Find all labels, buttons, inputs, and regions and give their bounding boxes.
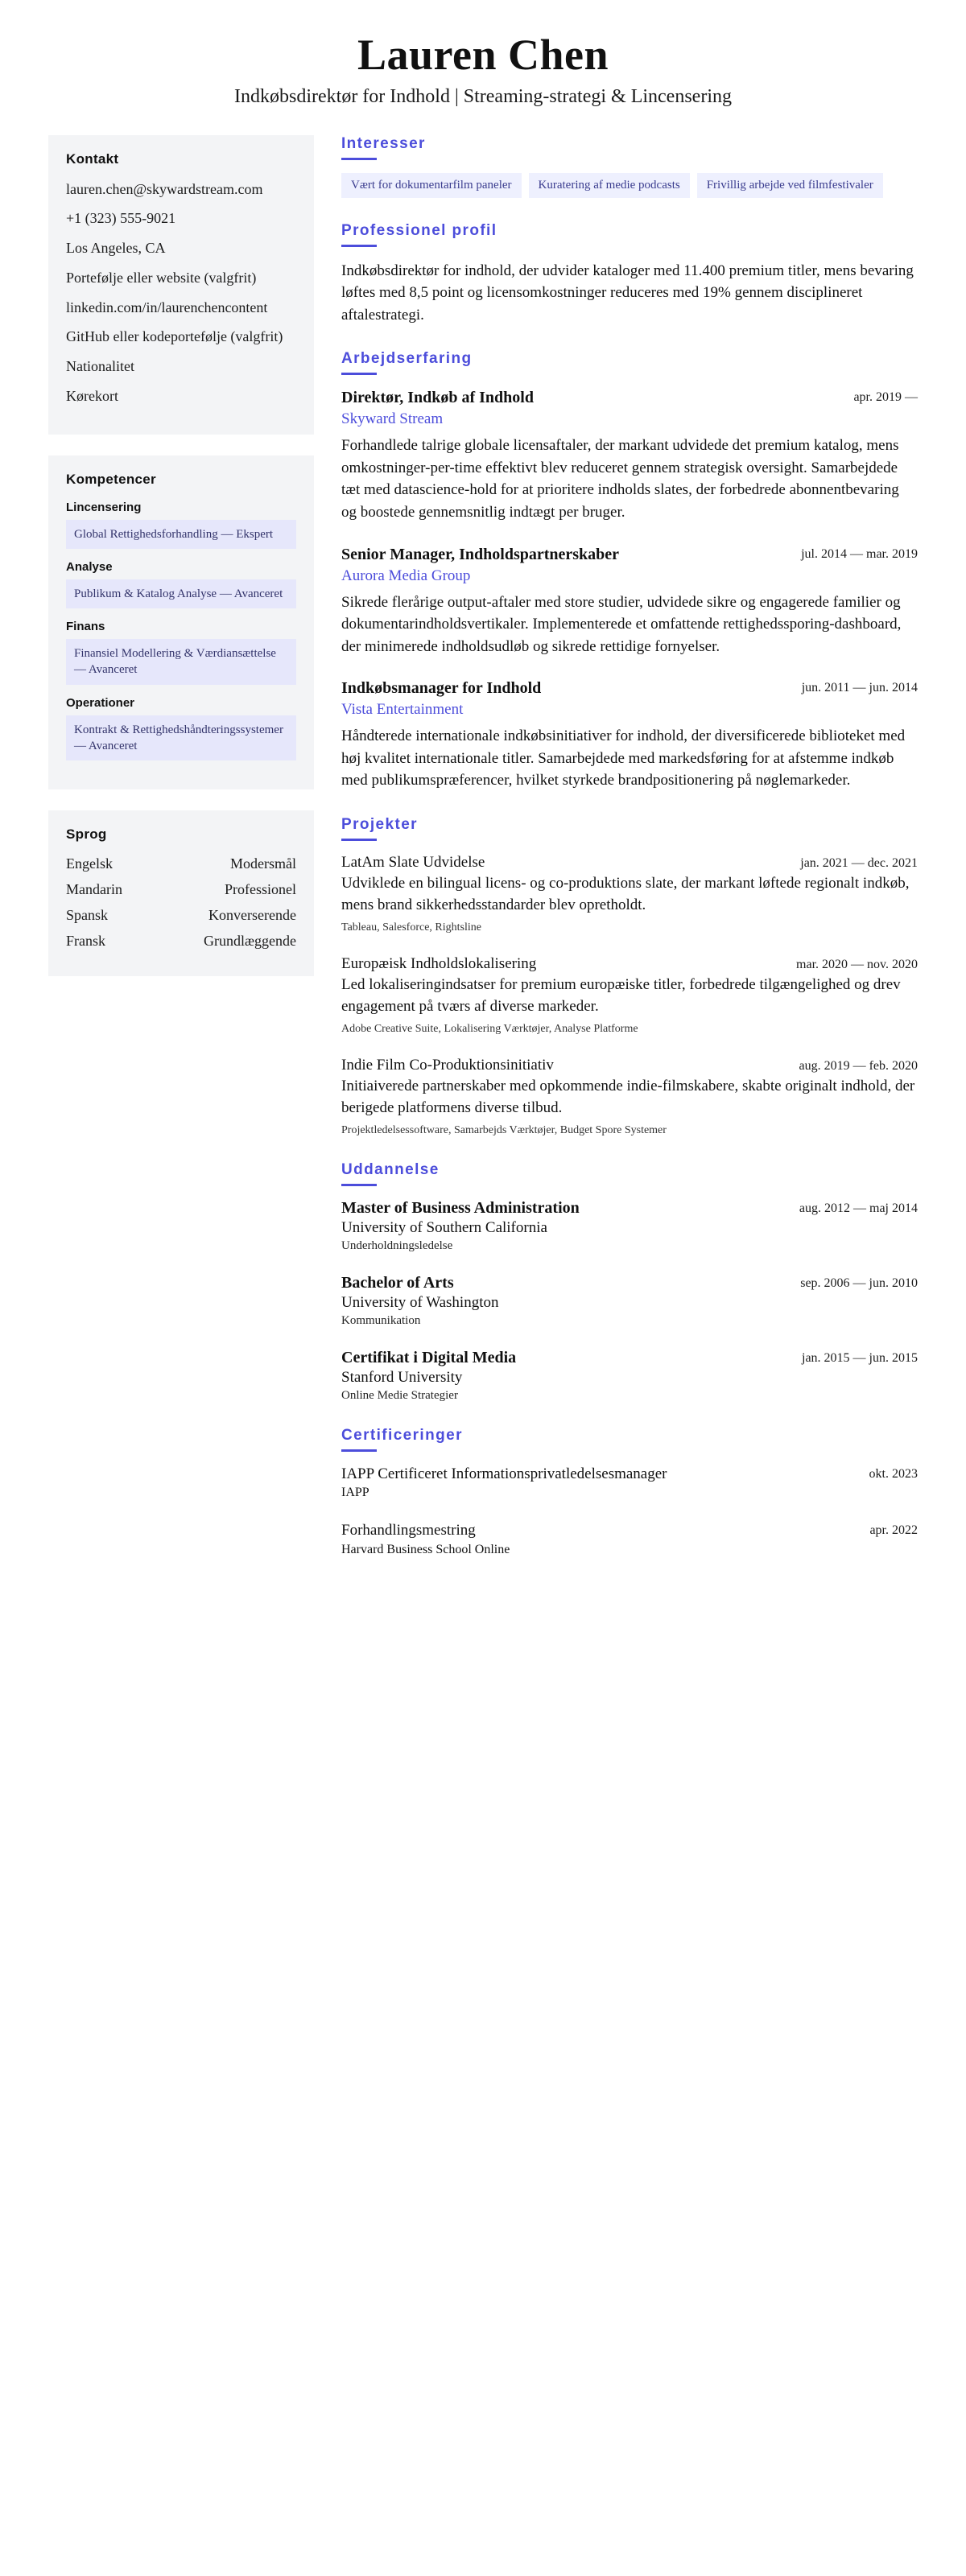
main-content — [341, 135, 918, 1581]
skill-chip: Finansiel Modellering & Værdiansættelse — Avanceret — [66, 639, 296, 685]
resume-header — [48, 32, 918, 108]
experience-date: apr. 2019 — — [853, 390, 918, 405]
skill-chip: Global Rettighedsforhandling — Ekspert — [66, 520, 296, 549]
skill-chip: Kontrakt & Rettighedshåndteringssystemer — Avanceret — [66, 715, 296, 761]
header-subtitle: Indkøbsdirektør for Indhold | Streaming-strategi & Lincensering — [234, 85, 732, 107]
contact-title: Kontakt — [66, 150, 119, 167]
skills-title: Kompetencer — [66, 471, 156, 487]
language-row — [66, 907, 296, 924]
skill-category: Analyse — [66, 559, 113, 574]
experience-company: Skyward Stream — [341, 410, 444, 428]
resume-body — [48, 135, 918, 1581]
contact-portfolio: Portefølje eller website (valgfrit) — [66, 269, 257, 286]
certification-name: IAPP Certificeret Informationsprivatledelsesmanager — [341, 1465, 667, 1482]
project-name: Indie Film Co-Produktionsinitiativ — [341, 1056, 554, 1074]
languages-title: Sprog — [66, 826, 107, 843]
language-level: Professionel — [225, 881, 296, 898]
project-entry-head — [341, 854, 918, 872]
section-rule — [341, 158, 377, 160]
education-date: aug. 2012 — maj 2014 — [799, 1201, 918, 1215]
skill-category: Finans — [66, 620, 105, 634]
education-entry — [341, 1349, 918, 1403]
experience-role: Indkøbsmanager for Indhold — [341, 679, 542, 698]
skill-group — [66, 696, 296, 761]
experience-date: jun. 2011 — jun. 2014 — [801, 681, 918, 695]
interest-tag: Frivillig arbejde ved filmfestivaler — [697, 173, 883, 198]
contact-email[interactable]: lauren.chen@skywardstream.com — [66, 180, 263, 197]
project-entry-head — [341, 955, 918, 973]
skill-group — [66, 560, 296, 608]
contact-location: Los Angeles, CA — [66, 240, 166, 257]
contact-driving-license: Kørekort — [66, 387, 118, 404]
project-date: mar. 2020 — nov. 2020 — [796, 957, 918, 971]
experience-entry — [341, 545, 918, 658]
experience-entry-head — [341, 388, 918, 408]
skill-category: Lincensering — [66, 500, 142, 514]
project-description: Initiaiverede partnerskaber med opkommende indie-filmskabere, skabte originalt indhold, der berigede platformens diverse tilbud. — [341, 1077, 915, 1116]
education-school: Stanford University — [341, 1368, 463, 1386]
language-row — [66, 881, 296, 898]
sidebar — [48, 135, 314, 998]
experience-date: jul. 2014 — mar. 2019 — [801, 546, 918, 561]
experience-description: Forhandlede talrige globale licensaftaler, der markant udvidede det premium katalog, mens omkostninger-per-time effektivt blev reduceret gennem strategisk oversight. Samarbejdede tæt med datascience-hold for at prioritere indholds slates, der forbedrede abonnentbevaring og boostede gennemsnitlig indtægt per bruger. — [341, 437, 899, 521]
language-level: Konverserende — [208, 907, 296, 924]
experience-company: Aurora Media Group — [341, 567, 471, 584]
section-rule — [341, 373, 377, 375]
project-entry — [341, 854, 918, 934]
experience-role: Direktør, Indkøb af Indhold — [341, 389, 534, 407]
education-date: sep. 2006 — jun. 2010 — [800, 1276, 918, 1290]
education-degree: Bachelor of Arts — [341, 1273, 454, 1292]
experience-description: Sikrede flerårige output-aftaler med store studier, udvidede sikre og engagerede familier og dokumentarindholdsvertikaler. Implementerede et omfattende rettighedssporing-dashboard, der minimerede indholdsudløb og sikrede rettidige fornyelser. — [341, 593, 902, 655]
education-degree: Master of Business Administration — [341, 1198, 580, 1217]
certification-entry-head — [341, 1521, 918, 1541]
certification-issuer: IAPP — [341, 1486, 369, 1500]
language-name: Fransk — [66, 933, 105, 950]
education-entry — [341, 1274, 918, 1328]
language-name: Mandarin — [66, 881, 122, 898]
contact-linkedin[interactable]: linkedin.com/in/laurenchencontent — [66, 299, 268, 315]
language-name: Engelsk — [66, 855, 113, 872]
experience-entry — [341, 388, 918, 523]
contact-card — [48, 135, 314, 435]
section-rule — [341, 1184, 377, 1186]
certification-date: apr. 2022 — [869, 1523, 918, 1538]
section-education — [341, 1161, 918, 1403]
skill-group — [66, 620, 296, 685]
section-title: Interesser — [341, 134, 426, 152]
certification-name: Forhandlingsmestring — [341, 1522, 476, 1539]
language-level: Grundlæggende — [204, 933, 296, 950]
project-date: jan. 2021 — dec. 2021 — [800, 855, 918, 870]
project-tools: Adobe Creative Suite, Lokalisering Værktøjer, Analyse Platforme — [341, 1022, 638, 1035]
education-field: Kommunikation — [341, 1313, 421, 1327]
education-field: Underholdningsledelse — [341, 1239, 453, 1252]
language-row — [66, 855, 296, 872]
section-rule — [341, 839, 377, 841]
certification-entry — [341, 1521, 918, 1557]
section-title: Projekter — [341, 815, 418, 833]
section-rule — [341, 245, 377, 247]
experience-company: Vista Entertainment — [341, 701, 464, 719]
education-entry — [341, 1199, 918, 1253]
education-entry-head — [341, 1349, 918, 1367]
project-description: Udviklede en bilingual licens- og co-produktions slate, der markant løftede regionalt indkøb, mens brand sikkerhedsstandarder blev opretholdt. — [341, 874, 910, 913]
languages-card — [48, 810, 314, 976]
section-profile — [341, 222, 918, 327]
contact-nationality: Nationalitet — [66, 358, 134, 375]
project-date: aug. 2019 — feb. 2020 — [799, 1058, 918, 1073]
experience-description: Håndterede internationale indkøbsinitiativer for indhold, der diversificerede biblioteket med høj kvalitet internationale titler. Samarbejdede med markedsføring for at afstemme indkøb med publikumspræferencer, hvilket styrkede brandpositionering på nøglemarkeder. — [341, 727, 906, 789]
section-projects — [341, 816, 918, 1137]
language-name: Spansk — [66, 907, 109, 924]
certification-entry — [341, 1465, 918, 1501]
section-title: Uddannelse — [341, 1160, 440, 1178]
interest-tag: Vært for dokumentarfilm paneler — [341, 173, 522, 198]
education-degree: Certifikat i Digital Media — [341, 1348, 517, 1366]
education-school: University of Southern California — [341, 1218, 547, 1236]
project-entry-head — [341, 1057, 918, 1074]
experience-entry-head — [341, 678, 918, 699]
contact-phone[interactable]: +1 (323) 555-9021 — [66, 210, 176, 227]
project-entry — [341, 1057, 918, 1137]
skill-category: Operationer — [66, 695, 135, 710]
section-certifications — [341, 1427, 918, 1557]
education-entry-head — [341, 1199, 918, 1218]
contact-github: GitHub eller kodeportefølje (valgfrit) — [66, 328, 283, 345]
education-school: University of Washington — [341, 1293, 499, 1311]
project-name: Europæisk Indholdslokalisering — [341, 954, 537, 972]
certification-entry-head — [341, 1465, 918, 1485]
section-title: Arbejdserfaring — [341, 350, 473, 368]
certification-issuer: Harvard Business School Online — [341, 1542, 510, 1556]
experience-role: Senior Manager, Indholdspartnerskaber — [341, 545, 620, 563]
experience-entry — [341, 678, 918, 792]
section-experience — [341, 350, 918, 791]
skill-group — [66, 501, 296, 549]
section-rule — [341, 1449, 377, 1452]
skills-card — [48, 455, 314, 790]
section-title: Certificeringer — [341, 1426, 463, 1444]
project-name: LatAm Slate Udvidelse — [341, 853, 485, 871]
project-tools: Projektledelsessoftware, Samarbejds Værktøjer, Budget Spore Systemer — [341, 1123, 667, 1136]
skill-chip: Publikum & Katalog Analyse — Avanceret — [66, 579, 296, 608]
language-row — [66, 933, 296, 950]
certification-date: okt. 2023 — [869, 1466, 918, 1481]
education-entry-head — [341, 1274, 918, 1292]
education-date: jan. 2015 — jun. 2015 — [802, 1350, 918, 1365]
language-level: Modersmål — [230, 855, 296, 872]
section-title: Professionel profil — [341, 221, 497, 239]
project-tools: Tableau, Salesforce, Rightsline — [341, 921, 481, 934]
interest-tags — [341, 173, 918, 198]
interest-tag: Kuratering af medie podcasts — [529, 173, 690, 198]
education-field: Online Medie Strategier — [341, 1388, 458, 1402]
profile-text: Indkøbsdirektør for indhold, der udvider kataloger med 11.400 premium titler, mens bevaring løftes med 8,5 point og licensomkostninger reduceres med 19% gennem disciplineret aftalestrategi. — [341, 262, 914, 324]
project-description: Led lokaliseringindsatser for premium europæiske titler, forbedrede tilgængelighed og drev engagement på tværs af diverse markeder. — [341, 975, 901, 1015]
experience-entry-head — [341, 545, 918, 565]
page-title: Lauren Chen — [357, 31, 609, 79]
section-interests — [341, 135, 918, 198]
project-entry — [341, 955, 918, 1036]
